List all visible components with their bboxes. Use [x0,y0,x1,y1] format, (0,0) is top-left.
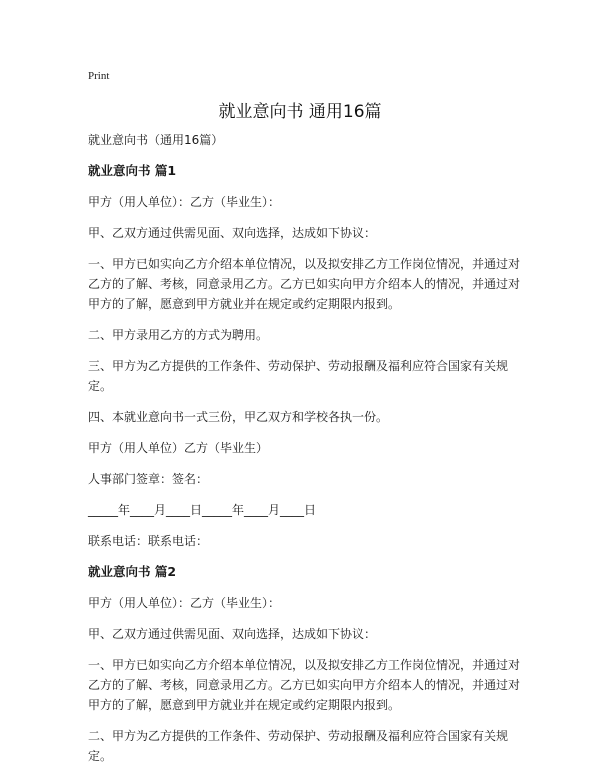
paragraph: 联系电话：联系电话： [88,534,209,548]
paragraph: 甲、乙双方通过供需见面、双向选择，达成如下协议： [88,627,377,641]
paragraph: 一、甲方已如实向乙方介绍本单位情况，以及拟安排乙方工作岗位情况，并通过对乙方的了解、考核，同意录用乙方。乙方已如实向甲方介绍本人的情况，并通过对甲方的了解，愿意到甲方就业并在规定或约定期限内报到。 [88,257,521,311]
paragraph: 甲、乙双方通过供需见面、双向选择，达成如下协议： [88,226,377,240]
section-heading: 就业意向书 篇1 [88,163,177,178]
date-line: _____年____月____日_____年____月____日 [88,503,317,517]
section-heading: 就业意向书 篇2 [88,564,177,579]
paragraph: 一、甲方已如实向乙方介绍本单位情况，以及拟安排乙方工作岗位情况，并通过对乙方的了解、考核，同意录用乙方。乙方已如实向甲方介绍本人的情况，并通过对甲方的了解，愿意到甲方就业并在规定或约定期限内报到。 [88,658,521,712]
paragraph: 人事部门签章：签名： [88,472,209,486]
print-label[interactable]: Print [88,70,110,82]
paragraph: 二、甲方录用乙方的方式为聘用。 [88,328,269,342]
paragraph: 甲方（用人单位）：乙方（毕业生）： [88,195,281,209]
paragraph: 甲方（用人单位）乙方（毕业生） [88,441,269,455]
subtitle: 就业意向书（通用16篇） [88,133,224,147]
paragraph: 甲方（用人单位）：乙方（毕业生）： [88,596,281,610]
paragraph: 二、甲方为乙方提供的工作条件、劳动保护、劳动报酬及福利应符合国家有关规定。 [88,729,509,763]
page-title: 就业意向书 通用16篇 [218,102,382,122]
paragraph: 三、甲方为乙方提供的工作条件、劳动保护、劳动报酬及福利应符合国家有关规定。 [88,359,509,393]
document-body [88,130,528,777]
paragraph: 四、本就业意向书一式三份，甲乙双方和学校各执一份。 [88,410,389,424]
